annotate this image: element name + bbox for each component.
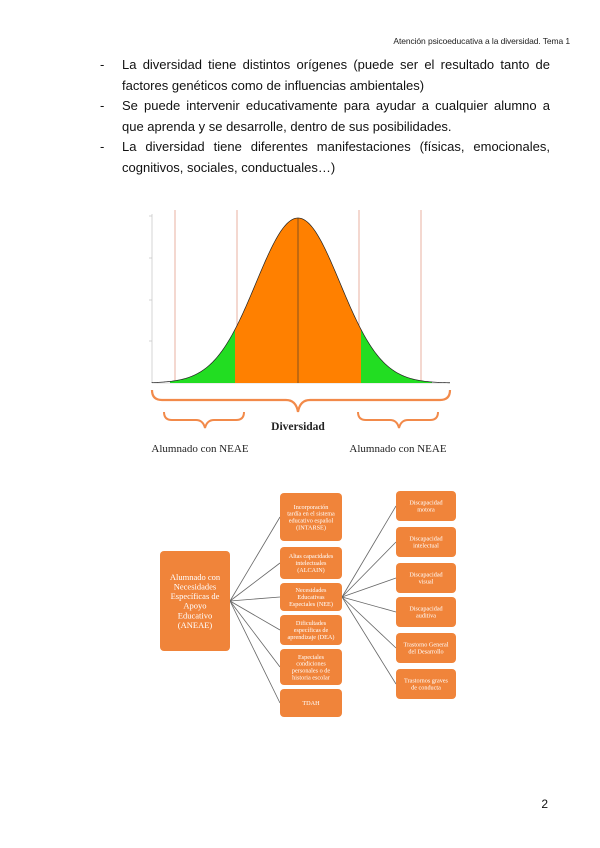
- nee-subtype-node-text: auditiva: [416, 612, 436, 620]
- category-node-text: Necesidades: [295, 587, 327, 595]
- right-neae-label: Alumnado con NEAE: [349, 443, 447, 455]
- category-node: [280, 689, 342, 717]
- bullet-item: [100, 55, 550, 96]
- connector-line: [230, 597, 280, 601]
- bullet-item: [100, 96, 550, 137]
- category-node-text: Especiales (NEE): [289, 601, 333, 609]
- bullet-text: La diversidad tiene distintos orígenes (puede ser el resultado tanto de factores genéticos como de influencias ambientales): [122, 57, 550, 93]
- category-node-text: TDAH: [302, 700, 320, 708]
- nee-subtype-node: [396, 527, 456, 557]
- category-node-text: intelectuales: [295, 560, 327, 568]
- nee-subtype-node-text: Discapacidad: [409, 499, 443, 507]
- nee-subtype-node-text: Discapacidad: [409, 535, 443, 543]
- category-node-text: Especiales: [297, 653, 325, 661]
- connector-line: [342, 542, 396, 597]
- diversity-label: Diversidad: [271, 421, 325, 433]
- connector-line: [230, 563, 280, 601]
- nee-subtype-node-text: del Desarrollo: [408, 648, 444, 656]
- connector-line: [230, 517, 280, 601]
- category-node-text: aprendizaje (DEA): [287, 634, 335, 642]
- nee-subtype-node-text: Discapacidad: [409, 571, 443, 579]
- category-node-text: (INTARSE): [296, 524, 326, 532]
- bullet-dash: -: [100, 57, 105, 72]
- category-node-text: tardía en el sistema: [287, 510, 335, 518]
- category-node: [280, 493, 342, 541]
- root-node-text: Alumnado con: [169, 572, 221, 583]
- root-node-text: Educativo: [177, 610, 213, 621]
- left-brace: [164, 412, 244, 428]
- connector-line: [342, 506, 396, 597]
- category-node-text: personales o de: [291, 667, 331, 675]
- root-node-text: Necesidades: [173, 581, 217, 592]
- category-node: [280, 547, 342, 579]
- nee-subtype-node: [396, 633, 456, 663]
- category-node: [280, 649, 342, 685]
- category-node-text: educativo español: [288, 517, 334, 525]
- root-node-text: (ANEAE): [177, 619, 213, 630]
- bullet-dash: -: [100, 139, 105, 154]
- category-node: [280, 583, 342, 611]
- right-brace: [358, 412, 438, 428]
- diversity-brace: [152, 390, 450, 412]
- nee-subtype-node: [396, 597, 456, 627]
- nee-subtype-node: [396, 491, 456, 521]
- nee-subtype-node-text: intelectual: [413, 542, 439, 550]
- aneae-concept-map: [150, 485, 470, 725]
- category-node-text: historia escolar: [292, 674, 330, 682]
- nee-subtype-node-text: Discapacidad: [409, 605, 443, 613]
- bullet-text: Se puede intervenir educativamente para ayudar a cualquier alumno a que aprenda y se desarrolle, dentro de sus posibilidades.: [122, 98, 550, 134]
- bullet-item: [100, 137, 550, 178]
- bullet-text: La diversidad tiene diferentes manifestaciones (físicas, emocionales, cognitivos, sociales, conductuales…): [122, 139, 550, 175]
- root-node-text: Específicas de: [170, 591, 220, 602]
- category-node-text: condiciones: [296, 660, 326, 668]
- diversity-bell-curve-figure: [140, 200, 460, 465]
- nee-subtype-node-text: motora: [417, 506, 435, 514]
- nee-subtype-node-text: de conducta: [411, 684, 441, 692]
- category-node-text: Dificultades: [295, 620, 327, 628]
- page-number: 2: [541, 797, 548, 811]
- connector-line: [342, 578, 396, 597]
- connector-line: [230, 601, 280, 703]
- root-node-text: Apoyo: [183, 600, 207, 611]
- bullet-list: [100, 55, 550, 178]
- left-neae-label: Alumnado con NEAE: [151, 443, 249, 455]
- category-node-text: específicas de: [293, 627, 329, 635]
- map-nodes: [160, 491, 456, 717]
- category-node: [280, 615, 342, 645]
- category-node-text: Educativas: [297, 594, 325, 602]
- running-header: Atención psicoeducativa a la diversidad. Tema 1: [393, 36, 570, 46]
- nee-subtype-node: [396, 563, 456, 593]
- category-node-text: Altas capacidades: [288, 553, 334, 561]
- nee-subtype-node-text: Trastorno General: [403, 641, 449, 649]
- nee-subtype-node-text: visual: [418, 578, 434, 586]
- nee-subtype-node: [396, 669, 456, 699]
- bullet-dash: -: [100, 98, 105, 113]
- connector-line: [230, 601, 280, 667]
- nee-subtype-node-text: Trastornos graves: [404, 677, 448, 685]
- category-node-text: Incorporación: [293, 503, 329, 511]
- root-node: [160, 551, 230, 651]
- left-tail-area: [170, 329, 235, 383]
- category-node-text: (ALCAIN): [297, 567, 325, 575]
